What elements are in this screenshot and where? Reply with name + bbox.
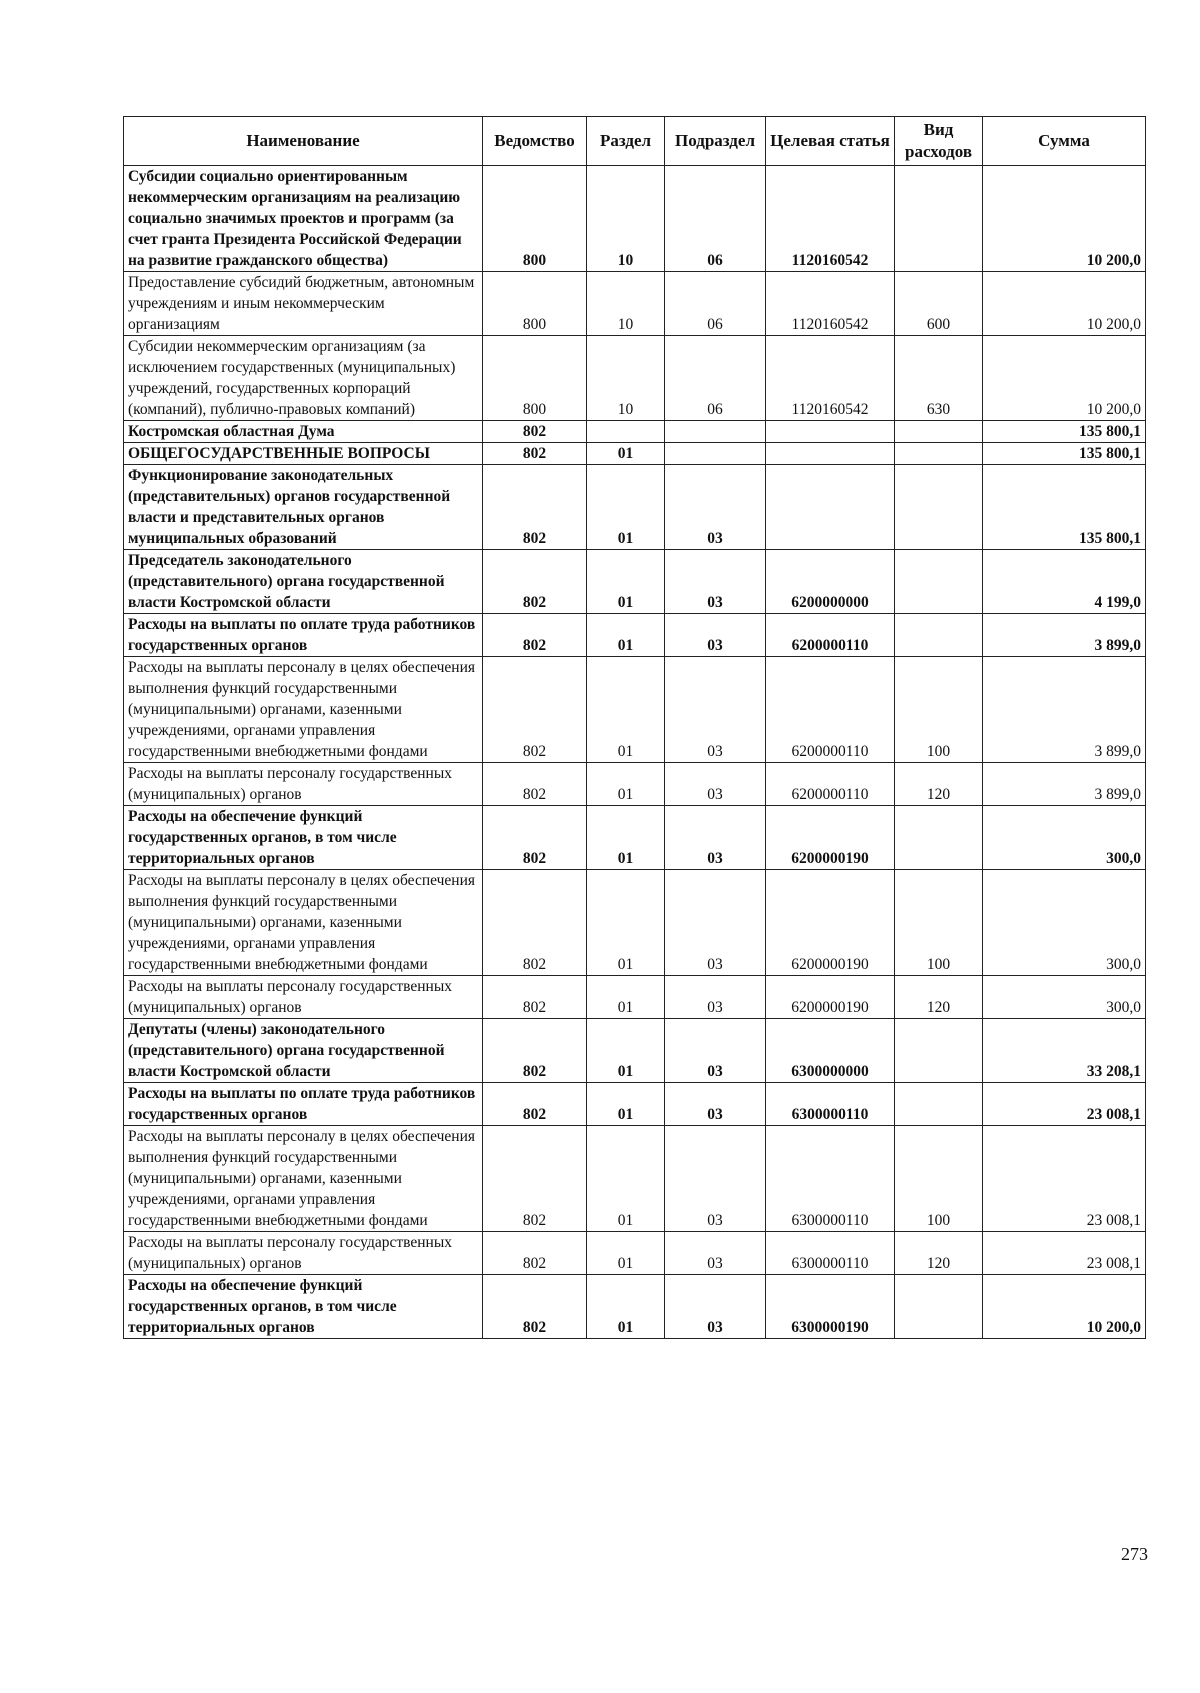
cell-subsection: 03 bbox=[665, 614, 766, 657]
cell-dept: 802 bbox=[483, 806, 587, 870]
cell-dept: 802 bbox=[483, 465, 587, 550]
cell-name: Субсидии социально ориентированным некоммерческим организациям на реализацию социально значимых проектов и программ (за счет гранта Президента Российской Федерации на развитие гражданского общества) bbox=[124, 166, 483, 272]
table-row bbox=[124, 614, 1146, 657]
cell-target: 6200000000 bbox=[766, 550, 895, 614]
cell-type bbox=[895, 421, 983, 443]
cell-subsection: 03 bbox=[665, 1232, 766, 1275]
table-row bbox=[124, 870, 1146, 976]
cell-target: 6200000190 bbox=[766, 976, 895, 1019]
header-section: Раздел bbox=[587, 117, 665, 166]
cell-dept: 802 bbox=[483, 443, 587, 465]
cell-target bbox=[766, 465, 895, 550]
cell-sum: 23 008,1 bbox=[983, 1126, 1146, 1232]
cell-sum: 135 800,1 bbox=[983, 465, 1146, 550]
header-subsection: Подраздел bbox=[665, 117, 766, 166]
cell-target bbox=[766, 421, 895, 443]
cell-dept: 800 bbox=[483, 336, 587, 421]
cell-name: Расходы на выплаты персоналу государственных (муниципальных) органов bbox=[124, 1232, 483, 1275]
header-row bbox=[124, 117, 1146, 166]
cell-name: Расходы на выплаты по оплате труда работников государственных органов bbox=[124, 614, 483, 657]
cell-target: 1120160542 bbox=[766, 336, 895, 421]
cell-subsection: 03 bbox=[665, 976, 766, 1019]
cell-sum: 300,0 bbox=[983, 870, 1146, 976]
header-sum: Сумма bbox=[983, 117, 1146, 166]
cell-subsection: 03 bbox=[665, 1019, 766, 1083]
cell-sum: 3 899,0 bbox=[983, 763, 1146, 806]
cell-sum: 33 208,1 bbox=[983, 1019, 1146, 1083]
cell-subsection: 06 bbox=[665, 166, 766, 272]
cell-subsection: 03 bbox=[665, 1126, 766, 1232]
cell-subsection: 03 bbox=[665, 1083, 766, 1126]
cell-type bbox=[895, 806, 983, 870]
cell-section: 01 bbox=[587, 1275, 665, 1339]
cell-sum: 23 008,1 bbox=[983, 1232, 1146, 1275]
cell-target: 6300000110 bbox=[766, 1083, 895, 1126]
table-row bbox=[124, 763, 1146, 806]
cell-dept: 802 bbox=[483, 657, 587, 763]
cell-section bbox=[587, 421, 665, 443]
table-row bbox=[124, 336, 1146, 421]
cell-type bbox=[895, 1019, 983, 1083]
table-row bbox=[124, 465, 1146, 550]
cell-section: 01 bbox=[587, 657, 665, 763]
table-row bbox=[124, 806, 1146, 870]
cell-dept: 802 bbox=[483, 1019, 587, 1083]
cell-target: 6300000000 bbox=[766, 1019, 895, 1083]
cell-section: 01 bbox=[587, 1126, 665, 1232]
cell-subsection bbox=[665, 443, 766, 465]
cell-section: 01 bbox=[587, 550, 665, 614]
cell-name: Расходы на выплаты по оплате труда работников государственных органов bbox=[124, 1083, 483, 1126]
cell-target bbox=[766, 443, 895, 465]
cell-target: 6300000190 bbox=[766, 1275, 895, 1339]
cell-sum: 10 200,0 bbox=[983, 336, 1146, 421]
cell-section: 01 bbox=[587, 1019, 665, 1083]
page-number: 273 bbox=[1121, 1544, 1148, 1564]
cell-type: 100 bbox=[895, 1126, 983, 1232]
header-name: Наименование bbox=[124, 117, 483, 166]
cell-target: 6300000110 bbox=[766, 1232, 895, 1275]
cell-name: Расходы на обеспечение функций государственных органов, в том числе территориальных органов bbox=[124, 806, 483, 870]
cell-subsection: 03 bbox=[665, 870, 766, 976]
cell-section: 01 bbox=[587, 614, 665, 657]
cell-subsection: 03 bbox=[665, 1275, 766, 1339]
cell-target: 6200000110 bbox=[766, 614, 895, 657]
cell-type: 100 bbox=[895, 657, 983, 763]
cell-name: Расходы на выплаты персоналу в целях обеспечения выполнения функций государственными (муниципальными) органами, казенными учреждениями, органами управления государственными внебюджетными фондами bbox=[124, 1126, 483, 1232]
cell-type bbox=[895, 443, 983, 465]
cell-sum: 10 200,0 bbox=[983, 1275, 1146, 1339]
cell-target: 1120160542 bbox=[766, 272, 895, 336]
cell-name: Субсидии некоммерческим организациям (за исключением государственных (муниципальных) учреждений, государственных корпораций (компаний), публично-правовых компаний) bbox=[124, 336, 483, 421]
cell-section: 01 bbox=[587, 1232, 665, 1275]
cell-name: Расходы на выплаты персоналу в целях обеспечения выполнения функций государственными (муниципальными) органами, казенными учреждениями, органами управления государственными внебюджетными фондами bbox=[124, 657, 483, 763]
cell-section: 01 bbox=[587, 806, 665, 870]
cell-section: 01 bbox=[587, 763, 665, 806]
cell-sum: 10 200,0 bbox=[983, 166, 1146, 272]
table-row bbox=[124, 1275, 1146, 1339]
cell-target: 6200000110 bbox=[766, 657, 895, 763]
cell-target: 6300000110 bbox=[766, 1126, 895, 1232]
cell-dept: 802 bbox=[483, 1275, 587, 1339]
table-header bbox=[124, 117, 1146, 166]
table-row bbox=[124, 976, 1146, 1019]
table-row bbox=[124, 657, 1146, 763]
table-row bbox=[124, 1232, 1146, 1275]
cell-sum: 10 200,0 bbox=[983, 272, 1146, 336]
table-row bbox=[124, 443, 1146, 465]
cell-type bbox=[895, 166, 983, 272]
table-row bbox=[124, 272, 1146, 336]
cell-type: 120 bbox=[895, 1232, 983, 1275]
cell-subsection: 03 bbox=[665, 465, 766, 550]
cell-dept: 802 bbox=[483, 614, 587, 657]
cell-section: 10 bbox=[587, 166, 665, 272]
table-row bbox=[124, 421, 1146, 443]
cell-dept: 802 bbox=[483, 976, 587, 1019]
cell-sum: 300,0 bbox=[983, 806, 1146, 870]
cell-type bbox=[895, 550, 983, 614]
header-dept: Ведомство bbox=[483, 117, 587, 166]
cell-name: Расходы на обеспечение функций государственных органов, в том числе территориальных органов bbox=[124, 1275, 483, 1339]
cell-name: Депутаты (члены) законодательного (представительного) органа государственной власти Костромской области bbox=[124, 1019, 483, 1083]
table-row bbox=[124, 1019, 1146, 1083]
cell-subsection: 03 bbox=[665, 550, 766, 614]
cell-type bbox=[895, 465, 983, 550]
cell-name: Костромская областная Дума bbox=[124, 421, 483, 443]
cell-target: 6200000190 bbox=[766, 806, 895, 870]
cell-target: 6200000110 bbox=[766, 763, 895, 806]
cell-name: Расходы на выплаты персоналу государственных (муниципальных) органов bbox=[124, 976, 483, 1019]
cell-sum: 135 800,1 bbox=[983, 443, 1146, 465]
cell-subsection: 06 bbox=[665, 336, 766, 421]
header-target: Целевая статья bbox=[766, 117, 895, 166]
table-row bbox=[124, 166, 1146, 272]
cell-sum: 3 899,0 bbox=[983, 614, 1146, 657]
cell-subsection: 06 bbox=[665, 272, 766, 336]
cell-sum: 135 800,1 bbox=[983, 421, 1146, 443]
cell-section: 10 bbox=[587, 336, 665, 421]
cell-subsection bbox=[665, 421, 766, 443]
cell-type bbox=[895, 1275, 983, 1339]
cell-section: 10 bbox=[587, 272, 665, 336]
cell-section: 01 bbox=[587, 1083, 665, 1126]
cell-dept: 802 bbox=[483, 1083, 587, 1126]
cell-name: Предоставление субсидий бюджетным, автономным учреждениям и иным некоммерческим организациям bbox=[124, 272, 483, 336]
header-type: Вид расходов bbox=[895, 117, 983, 166]
budget-table bbox=[123, 116, 1146, 1339]
cell-type: 630 bbox=[895, 336, 983, 421]
cell-subsection: 03 bbox=[665, 806, 766, 870]
cell-dept: 802 bbox=[483, 1126, 587, 1232]
cell-section: 01 bbox=[587, 465, 665, 550]
cell-type bbox=[895, 1083, 983, 1126]
cell-sum: 300,0 bbox=[983, 976, 1146, 1019]
cell-type: 120 bbox=[895, 763, 983, 806]
cell-section: 01 bbox=[587, 976, 665, 1019]
cell-sum: 3 899,0 bbox=[983, 657, 1146, 763]
cell-dept: 802 bbox=[483, 763, 587, 806]
cell-name: Председатель законодательного (представительного) органа государственной власти Костромской области bbox=[124, 550, 483, 614]
cell-dept: 802 bbox=[483, 421, 587, 443]
cell-dept: 802 bbox=[483, 550, 587, 614]
cell-subsection: 03 bbox=[665, 657, 766, 763]
cell-dept: 802 bbox=[483, 1232, 587, 1275]
cell-dept: 802 bbox=[483, 870, 587, 976]
cell-type: 120 bbox=[895, 976, 983, 1019]
cell-target: 6200000190 bbox=[766, 870, 895, 976]
table-body bbox=[124, 166, 1146, 1339]
cell-dept: 800 bbox=[483, 272, 587, 336]
table-row bbox=[124, 550, 1146, 614]
cell-sum: 4 199,0 bbox=[983, 550, 1146, 614]
table-row bbox=[124, 1126, 1146, 1232]
table-row bbox=[124, 1083, 1146, 1126]
cell-subsection: 03 bbox=[665, 763, 766, 806]
cell-dept: 800 bbox=[483, 166, 587, 272]
cell-sum: 23 008,1 bbox=[983, 1083, 1146, 1126]
cell-name: Расходы на выплаты персоналу государственных (муниципальных) органов bbox=[124, 763, 483, 806]
cell-section: 01 bbox=[587, 443, 665, 465]
cell-target: 1120160542 bbox=[766, 166, 895, 272]
cell-name: ОБЩЕГОСУДАРСТВЕННЫЕ ВОПРОСЫ bbox=[124, 443, 483, 465]
cell-section: 01 bbox=[587, 870, 665, 976]
cell-type: 600 bbox=[895, 272, 983, 336]
cell-name: Расходы на выплаты персоналу в целях обеспечения выполнения функций государственными (муниципальными) органами, казенными учреждениями, органами управления государственными внебюджетными фондами bbox=[124, 870, 483, 976]
cell-type bbox=[895, 614, 983, 657]
cell-type: 100 bbox=[895, 870, 983, 976]
cell-name: Функционирование законодательных (представительных) органов государственной власти и представительных органов муниципальных образований bbox=[124, 465, 483, 550]
